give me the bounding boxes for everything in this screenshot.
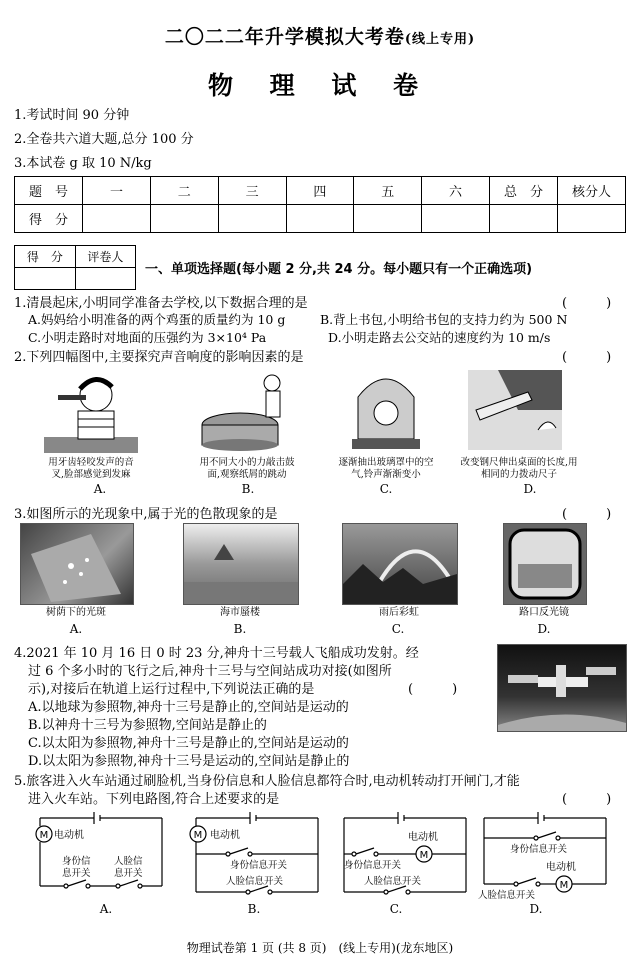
motor-label: 电动机	[54, 830, 84, 841]
note-3: 3.本试卷 g 取 10 N/kg	[14, 156, 152, 171]
q2-stem: 2.下列四幅图中,主要探究声音响度的影响因素的是	[14, 350, 304, 365]
q3-image-c	[342, 523, 458, 605]
score-input-cell[interactable]	[286, 205, 354, 233]
exam-title-main: 二〇二二年升学模拟大考卷	[164, 26, 405, 48]
score-header-cell: 六	[422, 177, 490, 205]
subject-title: 物 理 试 卷	[207, 71, 433, 100]
q2-label-b: B.	[241, 482, 255, 496]
q1-answer-paren[interactable]: ( )	[562, 296, 612, 311]
grader-input-cell[interactable]	[15, 268, 76, 290]
q1-option-a: A.妈妈给小明准备的两个鸡蛋的质量约为 10 g	[28, 312, 286, 327]
steel-ruler-illustration	[468, 370, 562, 450]
q5-answer-paren[interactable]: ( )	[562, 792, 612, 807]
q4-line-2: 过 6 个多小时的飞行之后,神舟十三号与空间站成功对接(如图所	[28, 664, 392, 679]
score-header-cell: 总 分	[489, 177, 557, 205]
face-switch-label-2: 息开关	[114, 868, 143, 879]
face-switch-label: 人脸信息开关	[364, 876, 422, 887]
grader-score-label: 得 分	[15, 246, 76, 268]
q2-caption-a: 用牙齿轻咬发声的音叉,脸部感觉到发麻	[48, 457, 134, 480]
q3-image-d	[503, 523, 587, 605]
score-input-cell[interactable]	[422, 205, 490, 233]
q2-label-d: D.	[523, 482, 537, 496]
score-input-cell[interactable]	[218, 205, 286, 233]
exam-title	[0, 22, 640, 49]
score-input-cell[interactable]	[83, 205, 151, 233]
q5-label-d: D.	[529, 902, 543, 916]
q3-stem: 3.如图所示的光现象中,属于光的色散现象的是	[14, 507, 278, 522]
q2-label-a: A.	[93, 482, 107, 496]
q2-image-a	[44, 367, 138, 453]
face-switch-label: 人脸信息开关	[226, 876, 284, 887]
score-header-cell: 核分人	[558, 177, 626, 205]
section-1-title: 一、单项选择题(每小题 2 分,共 24 分。每小题只有一个正确选项)	[145, 262, 533, 277]
motor-symbol: M	[419, 850, 429, 861]
space-station-illustration	[498, 645, 626, 731]
q2-answer-paren[interactable]: ( )	[562, 350, 612, 365]
q2-image-b	[198, 367, 296, 453]
id-switch-label: 身份信息开关	[510, 844, 568, 855]
motor-label: 电动机	[408, 832, 438, 843]
score-input-cell[interactable]	[558, 205, 626, 233]
q3-label-c: C.	[391, 622, 405, 636]
rainbow-illustration	[343, 524, 457, 604]
motor-symbol: M	[39, 830, 49, 841]
grader-label: 评卷人	[75, 246, 135, 268]
q2-caption-c: 逐渐抽出玻璃罩中的空气,铃声渐渐变小	[338, 457, 434, 480]
motor-symbol: M	[193, 830, 203, 841]
q3-answer-paren[interactable]: ( )	[562, 507, 612, 522]
q5-label-c: C.	[389, 902, 403, 916]
q3-image-a	[20, 523, 134, 605]
q5-line-1: 5.旅客进入火车站通过刷脸机,当身份信息和人脸信息都符合时,电动机转动打开闸门,才能	[14, 774, 520, 789]
page-footer: 物理试卷第 1 页 (共 8 页) (线上专用)(龙东地区)	[186, 941, 454, 955]
q4-answer-paren[interactable]: ( )	[408, 682, 458, 697]
id-switch-label-1: 身份信	[62, 856, 91, 867]
convex-mirror-illustration	[504, 524, 586, 604]
bell-jar-illustration	[350, 367, 422, 453]
light-spots-illustration	[21, 524, 133, 604]
q5-label-a: A.	[99, 902, 113, 916]
score-row-label: 得 分	[15, 205, 83, 233]
q3-label-a: A.	[69, 622, 83, 636]
q3-caption-d: 路口反光镜	[519, 607, 569, 618]
q4-image-space-station	[497, 644, 627, 732]
q3-label-d: D.	[537, 622, 551, 636]
motor-label: 电动机	[210, 830, 240, 841]
circuit-b	[186, 808, 326, 902]
face-switch-label-1: 人脸信	[114, 856, 143, 867]
q4-option-d: D.以太阳为参照物,神舟十三号是运动的,空间站是静止的	[28, 754, 350, 769]
score-header-cell: 三	[218, 177, 286, 205]
score-input-cell[interactable]	[150, 205, 218, 233]
note-1: 1.考试时间 90 分钟	[14, 108, 130, 123]
q2-image-d	[468, 370, 562, 450]
q2-image-c	[350, 367, 422, 453]
id-switch-label: 身份信息开关	[344, 860, 402, 871]
score-input-cell[interactable]	[354, 205, 422, 233]
q4-option-c: C.以太阳为参照物,神舟十三号是静止的,空间站是运动的	[28, 736, 349, 751]
exam-title-note: (线上专用)	[404, 32, 476, 47]
q2-caption-d: 改变钢尺伸出桌面的长度,用相同的力拨动尺子	[460, 457, 578, 480]
score-table	[14, 176, 626, 233]
grader-input-cell[interactable]	[75, 268, 135, 290]
id-switch-label: 身份信息开关	[230, 860, 288, 871]
q4-line-3: 示),对接后在轨道上运行过程中,下列说法正确的是	[28, 682, 315, 697]
q3-image-b	[183, 523, 299, 605]
score-header-cell: 一	[83, 177, 151, 205]
grader-table	[14, 245, 136, 290]
q4-option-b: B.以神舟十三号为参照物,空间站是静止的	[28, 718, 267, 733]
q3-caption-c: 雨后彩虹	[379, 607, 419, 618]
q1-option-d: D.小明走路去公交站的速度约为 10 m/s	[328, 330, 551, 345]
q5-line-2: 进入火车站。下列电路图,符合上述要求的是	[28, 792, 280, 807]
q2-label-c: C.	[379, 482, 393, 496]
tuning-fork-boy-illustration	[44, 367, 138, 453]
score-header-cell: 题 号	[15, 177, 83, 205]
q1-stem: 1.清晨起床,小明同学准备去学校,以下数据合理的是	[14, 296, 308, 311]
drum-illustration	[198, 367, 296, 453]
score-header-cell: 五	[354, 177, 422, 205]
mirage-illustration	[184, 524, 298, 604]
q5-label-b: B.	[247, 902, 261, 916]
q2-caption-b: 用不同大小的力敲击鼓面,观察纸屑的跳动	[199, 457, 295, 480]
note-2: 2.全卷共六道大题,总分 100 分	[14, 132, 194, 147]
score-header-cell: 二	[150, 177, 218, 205]
motor-symbol: M	[559, 880, 569, 891]
q4-option-a: A.以地球为参照物,神舟十三号是静止的,空间站是运动的	[28, 700, 349, 715]
circuit-d	[474, 808, 614, 902]
q3-caption-a: 树荫下的光斑	[46, 607, 106, 618]
id-switch-label-2: 息开关	[62, 868, 91, 879]
score-header-cell: 四	[286, 177, 354, 205]
face-switch-label: 人脸信息开关	[478, 890, 536, 901]
q3-label-b: B.	[233, 622, 247, 636]
q3-caption-b: 海市蜃楼	[220, 607, 260, 618]
circuit-c	[334, 808, 474, 902]
q1-option-c: C.小明走路时对地面的压强约为 3×10⁴ Pa	[28, 330, 267, 345]
motor-label: 电动机	[546, 862, 576, 873]
q4-line-1: 4.2021 年 10 月 16 日 0 时 23 分,神舟十三号载人飞船成功发射。经	[14, 646, 419, 661]
score-input-cell[interactable]	[489, 205, 557, 233]
circuit-a	[30, 808, 170, 902]
q1-option-b: B.背上书包,小明给书包的支持力约为 500 N	[320, 312, 568, 327]
